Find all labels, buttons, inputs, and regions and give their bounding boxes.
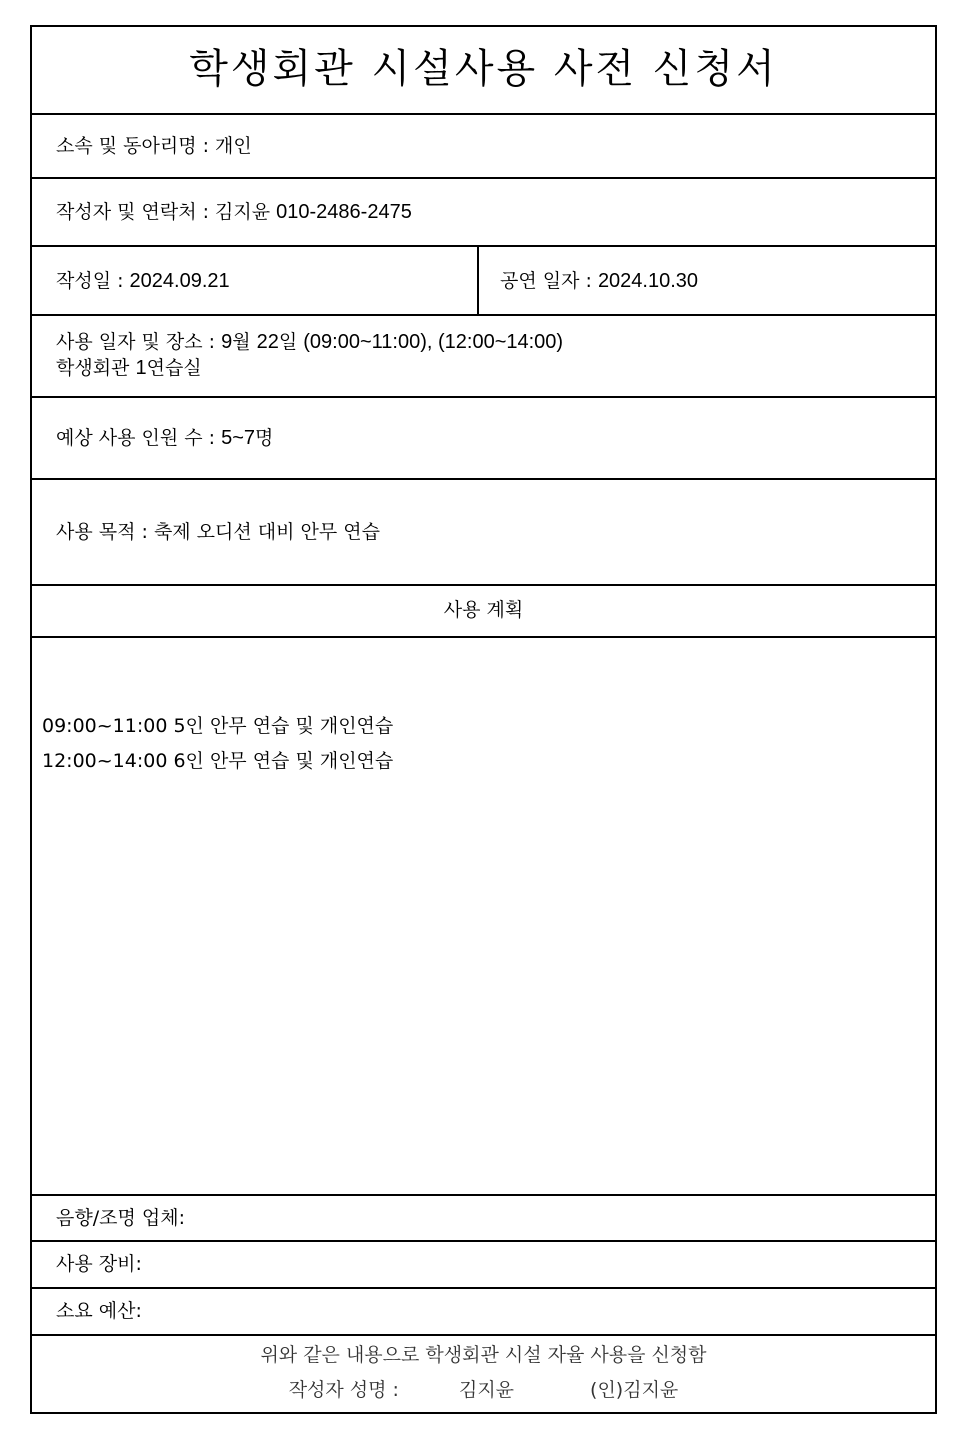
affiliation-label: 소속 및 동아리명 :	[56, 135, 216, 157]
purpose-value: 축제 오디션 대비 안무 연습	[153, 521, 380, 543]
headcount-row	[32, 398, 935, 480]
headcount-unit: 명	[255, 427, 274, 449]
headcount-field	[56, 425, 273, 451]
usage-row	[32, 316, 935, 398]
headcount-value: 5~7	[221, 427, 256, 449]
plan-body	[32, 638, 935, 1196]
purpose-label: 사용 목적 :	[56, 521, 154, 543]
dates-row	[32, 247, 935, 316]
usage-place-suffix: 연습실	[146, 357, 202, 379]
usage-date-field	[56, 329, 563, 355]
written-date-value: 2024.09.21	[129, 270, 230, 292]
usage-day: 22	[256, 331, 279, 353]
title-row	[32, 27, 935, 115]
usage-label: 사용 일자 및 장소 :	[56, 331, 222, 353]
author-name: 김지윤	[215, 201, 271, 223]
budget-label: 소요 예산:	[56, 1300, 142, 1322]
purpose-field	[56, 519, 380, 545]
signature-line	[32, 1377, 935, 1403]
budget-row	[32, 1289, 935, 1336]
usage-month: 9	[221, 331, 233, 353]
author-label: 작성자 및 연락처 :	[56, 201, 216, 223]
dates-divider	[477, 247, 479, 314]
usage-times: (09:00~11:00), (12:00~14:00)	[303, 331, 564, 353]
usage-place-prefix: 학생회관	[56, 357, 136, 379]
plan-line-2: 12:00~14:00 6인 안무 연습 및 개인연습	[42, 750, 394, 772]
author-row	[32, 179, 935, 247]
equipment-row	[32, 1242, 935, 1289]
performance-date-value: 2024.10.30	[597, 270, 699, 292]
footer-row	[32, 1336, 935, 1414]
affiliation-row	[32, 115, 935, 179]
usage-day-unit: 일	[278, 331, 304, 353]
affiliation-field	[56, 133, 252, 159]
sound-lighting-label: 음향/조명 업체:	[56, 1207, 185, 1229]
plan-header: 사용 계획	[443, 599, 524, 621]
performance-date-label: 공연 일자 :	[500, 270, 598, 292]
author-phone: 010-2486-2475	[276, 201, 412, 223]
usage-month-unit: 월	[232, 331, 257, 353]
headcount-label: 예상 사용 인원 수 :	[56, 427, 222, 449]
form-title: 학생회관 시설사용 사전 신청서	[189, 46, 778, 92]
signature-name: 김지윤	[458, 1379, 515, 1401]
purpose-row	[32, 480, 935, 586]
application-form	[30, 25, 937, 1414]
plan-line-1: 09:00~11:00 5인 안무 연습 및 개인연습	[42, 715, 394, 737]
author-field	[56, 199, 412, 225]
written-date-label: 작성일 :	[56, 270, 130, 292]
usage-place-field	[56, 355, 202, 381]
sound-lighting-row	[32, 1196, 935, 1242]
footer-statement: 위와 같은 내용으로 학생회관 시설 자율 사용을 신청함	[260, 1344, 707, 1366]
affiliation-value: 개인	[215, 135, 252, 157]
signature-seal: (인)김지윤	[590, 1379, 679, 1401]
equipment-label: 사용 장비:	[56, 1253, 142, 1275]
signature-label: 작성자 성명 :	[288, 1379, 399, 1401]
usage-place-num: 1	[135, 357, 147, 379]
performance-date-field	[500, 268, 698, 294]
plan-header-row	[32, 586, 935, 638]
written-date-field	[56, 268, 230, 294]
